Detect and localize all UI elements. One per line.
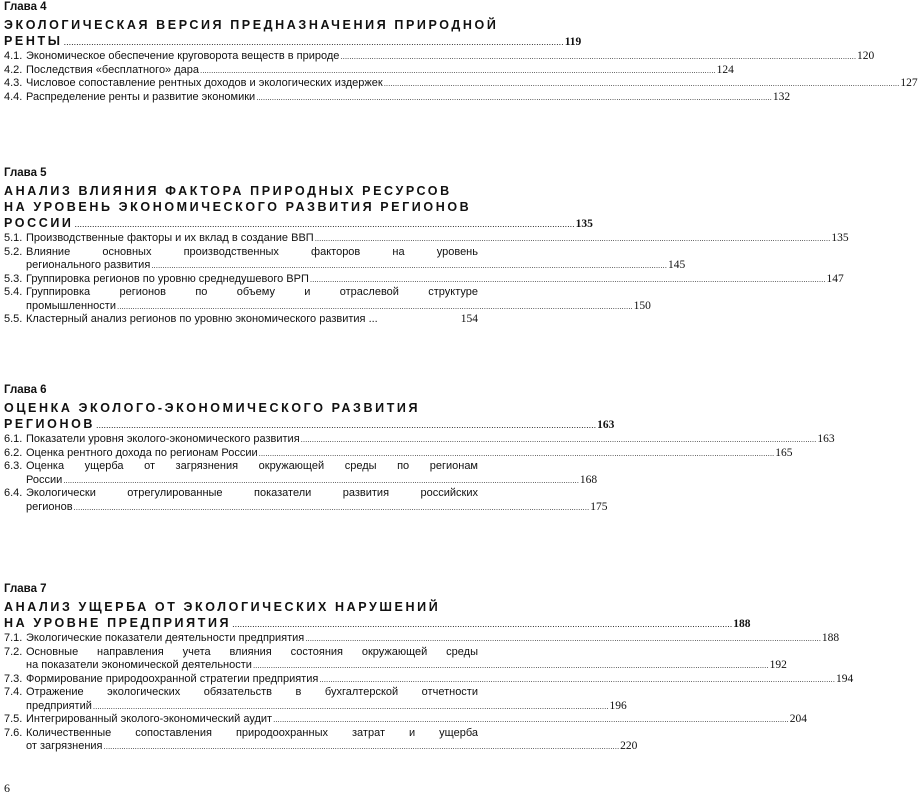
- entry-page: 220: [620, 740, 638, 752]
- entry-number: 7.1.: [4, 632, 23, 644]
- leader-dots: [256, 91, 772, 105]
- entry-title: Экологические показатели деятельности предприятия: [26, 632, 305, 644]
- leader-dots: [104, 740, 620, 754]
- page-number: 6: [4, 781, 10, 795]
- leader-dots: [259, 447, 775, 461]
- leader-dots: [74, 501, 590, 515]
- entry-page: 204: [789, 713, 807, 725]
- chapter-title-text: НА УРОВНЕ ПРЕДПРИЯТИЯ: [4, 616, 232, 630]
- entry-page: 163: [817, 433, 835, 445]
- chapter-7: [4, 582, 854, 754]
- entry-page: 147: [826, 272, 844, 285]
- chapter-title-last-line: [4, 33, 582, 49]
- entry-number: 4.3.: [4, 77, 23, 89]
- leader-dots: [273, 713, 789, 727]
- leader-dots: [319, 673, 835, 687]
- leader-dots: [200, 64, 716, 78]
- entry-number: 7.6.: [4, 726, 23, 739]
- chapter-label: Глава 6: [4, 384, 47, 396]
- chapter-page: 163: [597, 419, 615, 431]
- chapter-entries: [4, 433, 835, 514]
- entry-title-continued: регионального развития: [26, 259, 151, 271]
- leader-dots: [301, 433, 817, 447]
- entry-page: 120: [857, 50, 875, 62]
- leader-dots: [64, 34, 564, 50]
- leader-dots: [151, 259, 667, 273]
- entry-title: Оценка рентного дохода по регионам России: [26, 446, 258, 459]
- chapter-entries: [4, 50, 918, 104]
- toc-entry[interactable]: [4, 50, 875, 64]
- entry-title: Основные направления учета влияния состояния окружающей среды: [26, 645, 478, 658]
- leader-dots: [75, 216, 575, 232]
- entry-page: 127: [900, 77, 918, 89]
- entry-number: 7.4.: [4, 686, 23, 698]
- chapter-title-line: ОЦЕНКА ЭКОЛОГО-ЭКОНОМИЧЕСКОГО РАЗВИТИЯ: [4, 401, 421, 415]
- entry-number: 5.2.: [4, 245, 23, 258]
- entry-number: 5.4.: [4, 286, 23, 298]
- entry-number: 5.1.: [4, 232, 23, 244]
- entry-page: 192: [769, 659, 787, 671]
- entry-title-continued: от загрязнения: [26, 740, 103, 752]
- toc-entry[interactable]: [4, 460, 598, 487]
- entry-number: 4.1.: [4, 50, 23, 62]
- entry-page: 194: [835, 672, 854, 685]
- chapter-title-last-line: [4, 215, 593, 231]
- toc-entry[interactable]: [4, 487, 608, 514]
- chapter-title-line: ЭКОЛОГИЧЕСКАЯ ВЕРСИЯ ПРЕДНАЗНАЧЕНИЯ ПРИРОДНОЙ: [4, 18, 499, 32]
- entry-title: Показатели уровня эколого-экономического развития: [26, 433, 300, 445]
- toc-entry[interactable]: [4, 433, 835, 447]
- toc-entry[interactable]: [4, 686, 627, 713]
- entry-title: Кластерный анализ регионов по уровню экономического развития ...: [26, 313, 378, 325]
- entry-page: 132: [772, 90, 791, 103]
- entry-title: Распределение ренты и развитие экономики: [26, 90, 256, 103]
- entry-page: 154: [460, 313, 478, 325]
- entry-title: Экологически отрегулированные показатели развития российских: [26, 487, 478, 499]
- chapter-title-text: РЕНТЫ: [4, 34, 63, 48]
- entry-number: 6.4.: [4, 487, 23, 499]
- entry-title: Интегрированный эколого-экономический аудит: [26, 713, 273, 725]
- chapter-title-line: НА УРОВЕНЬ ЭКОНОМИЧЕСКОГО РАЗВИТИЯ РЕГИОНОВ: [4, 200, 472, 214]
- chapter-title-last-line: [4, 615, 751, 631]
- leader-dots: [63, 474, 579, 488]
- entry-page: 168: [579, 473, 598, 486]
- entry-title: Отражение экологических обязательств в бухгалтерской отчетности: [26, 686, 478, 698]
- entry-number: 4.4.: [4, 90, 23, 103]
- entry-page: 175: [590, 500, 608, 513]
- leader-dots: [310, 273, 826, 287]
- toc-entry[interactable]: [4, 232, 849, 246]
- entry-number: 6.3.: [4, 460, 23, 472]
- entry-number: 7.3.: [4, 672, 23, 685]
- entry-page: 196: [609, 699, 627, 712]
- entry-number: 6.2.: [4, 446, 23, 459]
- toc-entry[interactable]: [4, 272, 844, 287]
- toc-entry[interactable]: [4, 90, 791, 105]
- toc-entry[interactable]: [4, 286, 651, 313]
- chapter-title-line: АНАЛИЗ ВЛИЯНИЯ ФАКТОРА ПРИРОДНЫХ РЕСУРСОВ: [4, 184, 452, 198]
- toc-entry[interactable]: [4, 77, 918, 91]
- entry-page: 188: [821, 632, 840, 644]
- entry-title: Формирование природоохранной стратегии предприятия: [26, 672, 319, 685]
- entry-title: Группировка регионов по объему и отраслевой структуре: [26, 286, 478, 298]
- entry-title: Производственные факторы и их вклад в создание ВВП: [26, 232, 314, 244]
- entry-title-continued: России: [26, 473, 63, 486]
- entry-number: 5.3.: [4, 272, 23, 285]
- entry-number: 6.1.: [4, 433, 23, 445]
- chapter-label: Глава 4: [4, 1, 47, 13]
- entry-number: 7.5.: [4, 713, 23, 725]
- entry-page: 165: [775, 446, 793, 459]
- leader-dots: [340, 50, 856, 64]
- chapter-title: [4, 400, 615, 432]
- entry-title-continued: промышленности: [26, 299, 116, 312]
- leader-dots: [315, 232, 831, 246]
- entry-page: 150: [633, 299, 651, 312]
- chapter-entries: [4, 232, 849, 327]
- entry-title: Экономическое обеспечение круговорота веществ в природе: [26, 50, 340, 62]
- toc-entry[interactable]: [4, 245, 686, 273]
- leader-dots: [253, 659, 769, 673]
- entry-title: Влияние основных производственных факторов на уровень: [26, 245, 478, 258]
- toc-entry[interactable]: [4, 726, 638, 754]
- chapter-label: Глава 7: [4, 583, 47, 595]
- leader-dots: [305, 632, 821, 646]
- entry-title: Группировка регионов по уровню среднедушевого ВРП: [26, 272, 309, 285]
- leader-dots: [384, 77, 900, 91]
- chapter-title: [4, 599, 751, 631]
- entry-title: Числовое сопоставление рентных доходов и экологических издержек: [26, 77, 383, 89]
- entry-title: Количественные сопоставления природоохранных затрат и ущерба: [26, 726, 478, 739]
- entry-number: 7.2.: [4, 645, 23, 658]
- toc-entry[interactable]: [4, 313, 478, 327]
- entry-title: Оценка ущерба от загрязнения окружающей среды по регионам: [26, 460, 478, 472]
- chapter-label: Глава 5: [4, 167, 47, 179]
- chapter-title-text: РЕГИОНОВ: [4, 417, 96, 431]
- chapter-6: [4, 383, 835, 514]
- toc-entry[interactable]: [4, 645, 787, 673]
- chapter-page: 119: [564, 36, 582, 48]
- leader-dots: [232, 616, 732, 632]
- entry-page: 145: [667, 259, 686, 271]
- toc-entry[interactable]: [4, 713, 807, 727]
- entry-title-continued: на показатели экономической деятельности: [26, 659, 252, 671]
- entry-page: 135: [831, 232, 849, 244]
- entry-page: 124: [716, 63, 734, 76]
- entry-number: 5.5.: [4, 313, 23, 325]
- toc-entry[interactable]: [4, 632, 840, 646]
- chapter-4: [4, 0, 918, 104]
- chapter-title-line: АНАЛИЗ УЩЕРБА ОТ ЭКОЛОГИЧЕСКИХ НАРУШЕНИЙ: [4, 600, 441, 614]
- entry-number: 4.2.: [4, 63, 23, 76]
- toc-entry[interactable]: [4, 63, 734, 78]
- chapter-title: [4, 17, 582, 49]
- chapter-page: 188: [733, 618, 751, 630]
- chapter-5: [4, 166, 849, 327]
- entry-title-continued: предприятий: [26, 699, 92, 712]
- chapter-entries: [4, 632, 854, 754]
- toc-entry[interactable]: [4, 672, 854, 687]
- chapter-title-last-line: [4, 416, 615, 432]
- leader-dots: [96, 417, 596, 433]
- chapter-title: [4, 183, 593, 231]
- entry-title-continued: регионов: [26, 500, 73, 513]
- chapter-page: 135: [575, 218, 593, 230]
- toc-entry[interactable]: [4, 446, 793, 461]
- entry-title: Последствия «бесплатного» дара: [26, 63, 200, 76]
- chapter-title-text: РОССИИ: [4, 216, 74, 230]
- leader-dots: [93, 700, 609, 714]
- leader-dots: [117, 300, 633, 314]
